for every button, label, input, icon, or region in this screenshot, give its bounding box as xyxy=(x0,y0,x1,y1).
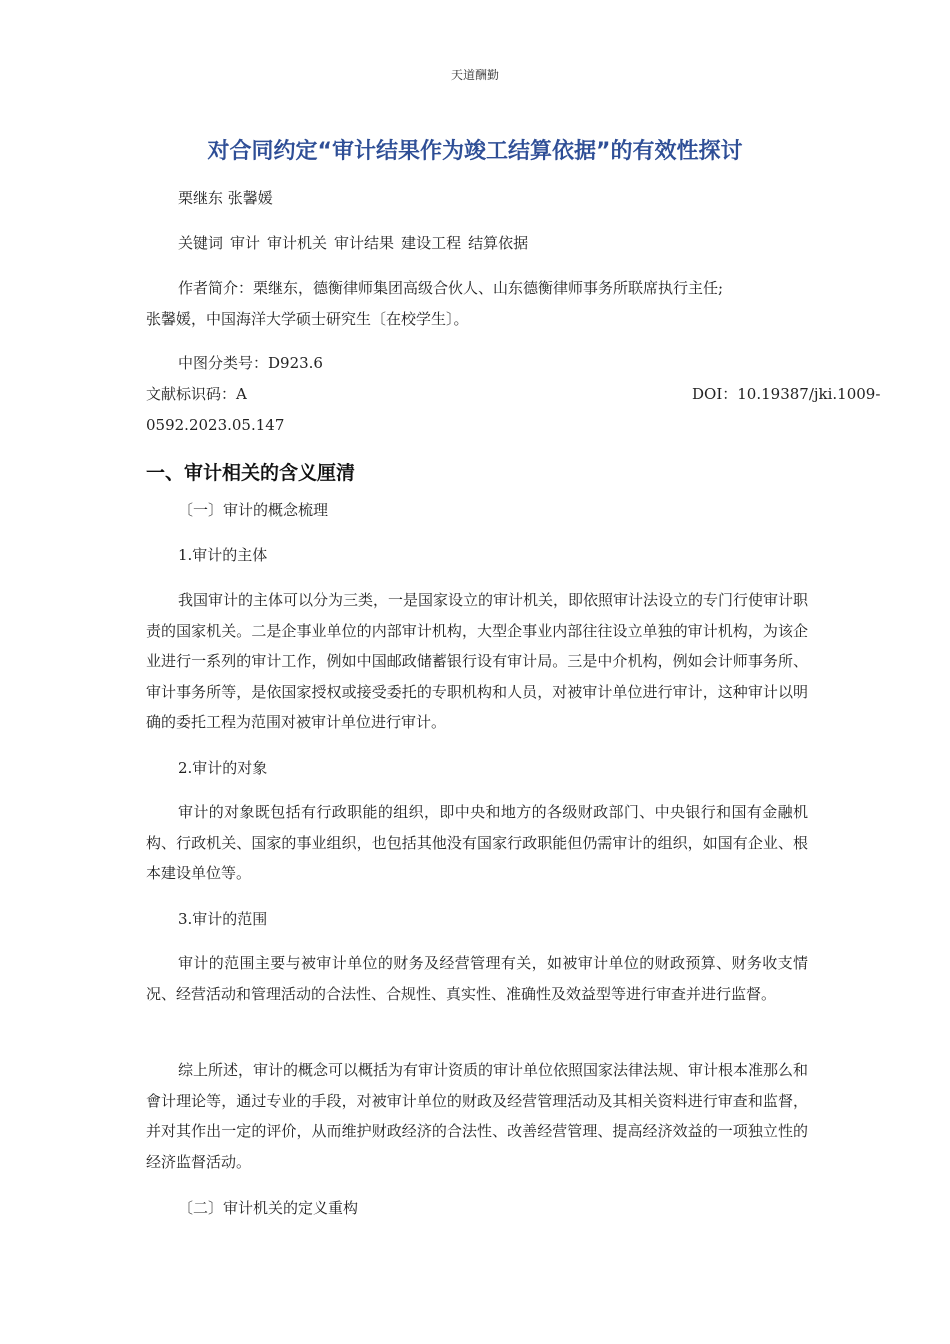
keyword-item: 建设工程 xyxy=(401,234,462,252)
subsection-heading: 〔二〕审计机关的定义重构 xyxy=(178,1199,359,1217)
keyword-item: 审计 xyxy=(230,234,261,252)
page-header: 天道酬勤 xyxy=(450,68,499,82)
keywords-line xyxy=(178,228,838,258)
keyword-item: 审计机关 xyxy=(267,234,328,252)
section-heading: 一、审计相关的含义厘清 xyxy=(146,462,356,484)
paragraph-subject: 我国审计的主体可以分为三类，一是国家设立的审计机关，即依照审计法设立的专门行使审计职责的国家机关。二是企事业单位的内部审计机构，大型企事业内部往往设立单独的审计机构，为该企业进行一系列的审计工作，例如中国邮政储蓄银行设有审计局。三是中介机构，例如会计师事务所、审计事务所等，是依国家授权或接受委托的专职机构和人员，对被审计单位进行审计，这种审计以明确的委托工程为范围对被审计单位进行审计。 xyxy=(146,591,809,732)
doc-code-line xyxy=(146,379,881,409)
item-heading: 3.审计的范围 xyxy=(178,910,268,928)
document-code: 文献标识码：A xyxy=(146,385,247,403)
keyword-item: 结算依据 xyxy=(468,234,529,252)
subsection-heading: 〔一〕审计的概念梳理 xyxy=(178,501,329,519)
item-heading: 1.审计的主体 xyxy=(178,546,268,564)
article-title: 对合同约定“审计结果作为竣工结算依据”的有效性探讨 xyxy=(207,139,743,164)
doi-part2: 0592.2023.05.147 xyxy=(146,416,285,434)
author-names: 栗继东 张馨媛 xyxy=(178,189,273,207)
item-heading: 2.审计的对象 xyxy=(178,759,268,777)
author-intro-line2: 张馨媛，中国海洋大学硕士研究生〔在校学生〕。 xyxy=(146,310,469,328)
keyword-item: 审计结果 xyxy=(334,234,395,252)
classification-number: 中图分类号：D923.6 xyxy=(178,354,323,372)
author-intro-line1: 作者简介：栗继东，德衡律师集团高级合伙人、山东德衡律师事务所联席执行主任; xyxy=(178,279,724,297)
doi-part1: DOI：10.19387/jki.1009- xyxy=(692,385,881,403)
paragraph-scope: 审计的范围主要与被审计单位的财务及经营管理有关，如被审计单位的财政预算、财务收支情况、经营活动和管理活动的合法性、合规性、真实性、准确性及效益型等进行审查并进行监督。 xyxy=(146,954,808,1003)
paragraph-object: 审计的对象既包括有行政职能的组织，即中央和地方的各级财政部门、中央银行和国有金融机构、行政机关、国家的事业组织，也包括其他没有国家行政职能但仍需审计的组织，如国有企业、根本建设单位等。 xyxy=(146,803,808,883)
keywords-label: 关键词 xyxy=(178,234,224,252)
paragraph-summary: 综上所述，审计的概念可以概括为有审计资质的审计单位依照国家法律法规、审计根本准那么和會计理论等，通过专业的手段，对被审计单位的财政及经营管理活动及其相关资料进行审查和监督，并对其作出一定的评价，从而维护财政经济的合法性、改善经营管理、提高经济效益的一项独立性的经济监督活动。 xyxy=(146,1061,809,1171)
